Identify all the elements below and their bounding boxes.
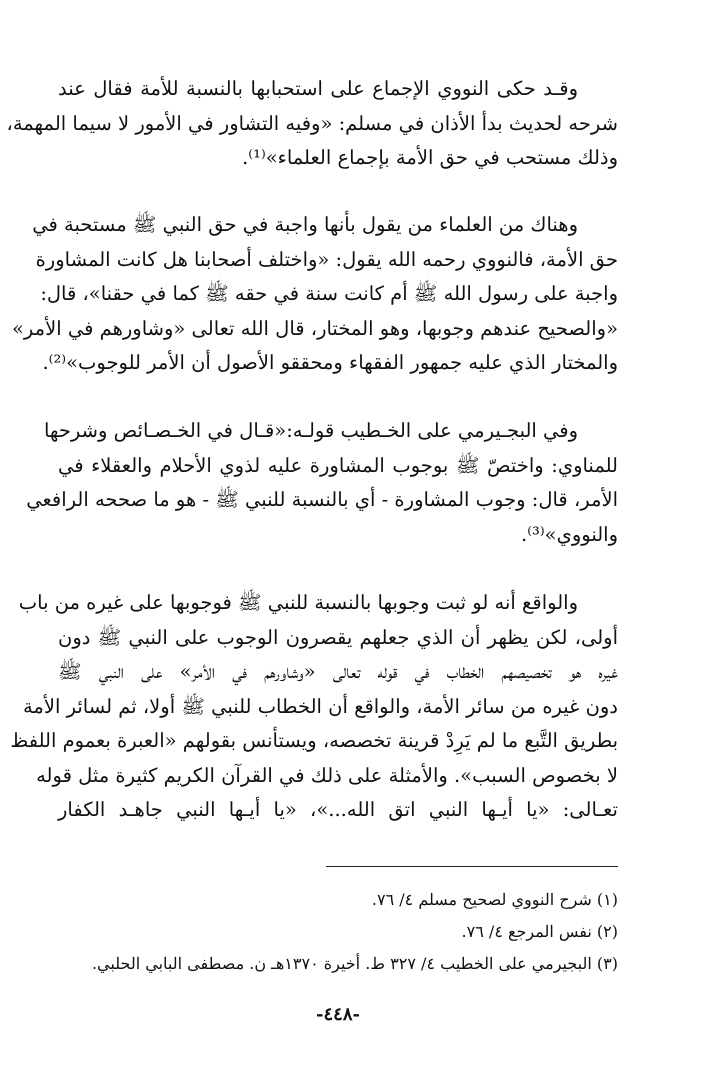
footnote-separator <box>326 866 618 867</box>
text-line: لا بخصوص السبب». والأمثلة على ذلك في القرآن الكريم كثيرة مثل قوله <box>36 763 618 787</box>
footnotes <box>58 884 618 980</box>
text-line: بطريق التَّبع ما لم يَرِدْ قرينة تخصصه، ويستأنس بقولهم «العبرة بعموم اللفظ <box>10 729 618 752</box>
text-line: شرحه لحديث بدأ الأذان في مسلم: «وفيه التشاور في الأمور لا سيما المهمة، <box>6 111 618 135</box>
footnote-3: (٣) البجيرمي على الخطيب ٤/ ٣٢٧ ط. أخيرة ١٣٧٠هـ ن. مصطفى البابي الحلبي. <box>91 954 618 973</box>
text-line: دون غيره من سائر الأمة، والواقع أن الخطاب للنبي ﷺ أولا، ثم لسائر الأمة <box>22 694 618 718</box>
paragraph-1 <box>6 72 618 176</box>
text-line: وذلك مستحب في حق الأمة بإجماع العلماء»⁽¹⁾. <box>242 146 618 169</box>
document-page <box>6 62 618 1062</box>
text-line: وهناك من العلماء من يقول بأنها واجبة في حق النبي ﷺ مستحبة في <box>32 213 578 236</box>
text-line: والمختار الذي عليه جمهور الفقهاء ومحققو الأصول أن الأمر للوجوب»⁽²⁾. <box>42 351 618 374</box>
text-line: غيره هو تخصيصهم الخطاب في قوله تعالى «وشاورهم في الأمر» على النبي ﷺ <box>58 660 618 683</box>
footnote-1: (١) شرح النووي لصحيح مسلم ٤/ ٧٦. <box>371 890 618 909</box>
footnote-2: (٢) نفس المرجع ٤/ ٧٦. <box>461 922 618 941</box>
text-line: للمناوي: واختصّ ﷺ بوجوب المشاورة عليه لذوي الأحلام والعقلاء في <box>58 453 618 477</box>
paragraph-2 <box>11 208 618 381</box>
paragraph-3 <box>26 414 618 552</box>
text-line: واجبة على رسول الله ﷺ أم كانت سنة في حقه ﷺ كما في حقنا»، قال: <box>40 282 618 305</box>
text-line: وقـد حكى النووي الإجماع على استحبابها بالنسبة للأمة فقال عند <box>58 77 578 100</box>
text-line: أولى، لكن يظهر أن الذي جعلهم يقصرون الوجوب على النبي ﷺ دون <box>58 625 618 649</box>
text-line: الأمر، قال: وجوب المشاورة - أي بالنسبة للنبي ﷺ - هو ما صححه الرافعي <box>26 488 618 511</box>
text-line: وفي البجـيرمي على الخـطيب قولـه:«قـال في الخـصـائص وشرحها <box>43 419 578 442</box>
page-number: -٤٤٨- <box>316 1004 360 1025</box>
text-line: تعـالى: «يا أيـها النبي اتق الله...»، «يا أيـها النبي جاهـد الكفار <box>58 798 618 821</box>
text-line: والواقع أنه لو ثبت وجوبها بالنسبة للنبي ﷺ فوجوبها على غيره من باب <box>18 591 578 614</box>
text-line: «والصحيح عندهم وجوبها، وهو المختار، قال الله تعالى «وشاورهم في الأمر» <box>11 316 618 340</box>
text-line: والنووي»⁽³⁾. <box>521 522 618 546</box>
text-line: حق الأمة، فالنووي رحمه الله يقول: «واختلف أصحابنا هل كانت المشاورة <box>35 247 618 271</box>
paragraph-4 <box>10 586 618 828</box>
